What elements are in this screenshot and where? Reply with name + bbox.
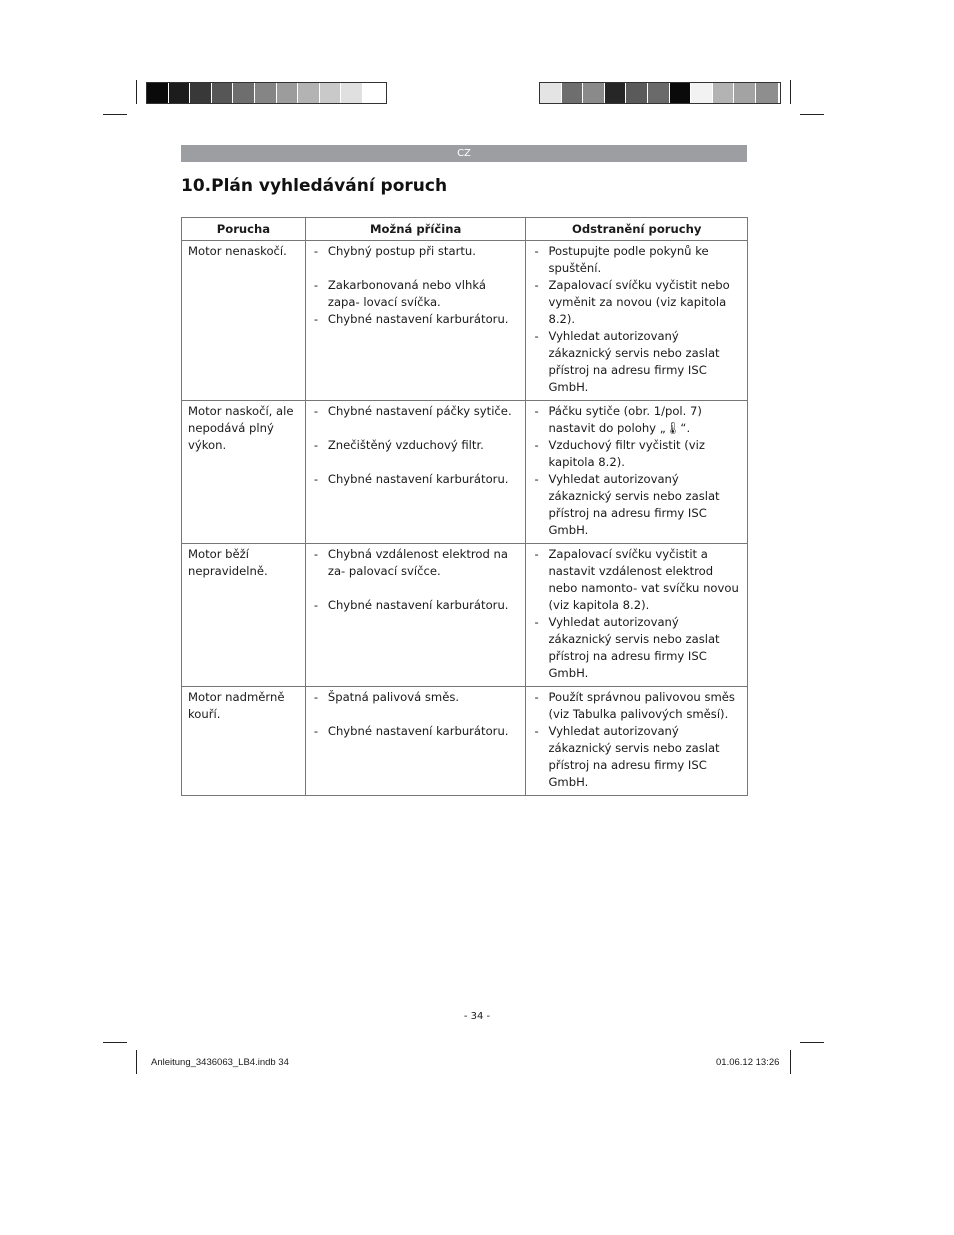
bullet-dash: -	[534, 329, 539, 343]
cause-item	[312, 277, 522, 311]
cause-cell	[305, 401, 526, 544]
crop-mark	[790, 1050, 791, 1074]
cause-text: Chybný postup při startu.	[327, 244, 476, 258]
crop-mark	[800, 1042, 824, 1043]
color-swatch	[734, 83, 756, 103]
spacer	[312, 260, 522, 277]
column-header-cause: Možná příčina	[305, 218, 526, 241]
color-swatch	[298, 83, 320, 103]
remedy-cell	[526, 401, 748, 544]
bullet-dash: -	[313, 312, 319, 326]
remedy-item	[532, 723, 743, 791]
color-swatch	[320, 83, 342, 103]
remedy-text: Použít správnou palivovou směs (viz Tabulka palivových směsí).	[548, 690, 735, 721]
cause-item	[312, 403, 522, 420]
bullet-dash: -	[534, 438, 539, 452]
remedy-item	[532, 277, 743, 328]
bullet-dash: -	[313, 724, 319, 738]
cause-item	[312, 243, 522, 260]
color-swatch	[277, 83, 299, 103]
bullet-dash: -	[534, 690, 539, 704]
spacer	[312, 454, 522, 471]
color-calibration-bar-right	[539, 82, 781, 104]
color-swatch	[648, 83, 670, 103]
bullet-dash: -	[313, 438, 319, 452]
bullet-dash: -	[313, 547, 319, 561]
cause-text: Chybné nastavení karburátoru.	[327, 312, 509, 326]
color-swatch	[756, 83, 778, 103]
color-swatch	[233, 83, 255, 103]
cause-cell	[305, 544, 526, 687]
color-swatch	[255, 83, 277, 103]
crop-mark	[136, 80, 137, 104]
color-swatch	[626, 83, 648, 103]
remedy-text: Vyhledat autorizovaný zákaznický servis nebo zaslat přístroj na adresu firmy ISC GmbH.	[548, 724, 720, 789]
color-swatch	[190, 83, 212, 103]
bullet-dash: -	[313, 690, 319, 704]
bullet-dash: -	[534, 278, 539, 292]
remedy-text: Vyhledat autorizovaný zákaznický servis nebo zaslat přístroj na adresu firmy ISC GmbH.	[548, 329, 720, 394]
page-number: - 34 -	[463, 1011, 491, 1022]
cause-item	[312, 689, 522, 706]
color-swatch	[147, 83, 169, 103]
cause-cell	[305, 687, 526, 796]
bullet-dash: -	[313, 244, 319, 258]
color-swatch	[341, 83, 363, 103]
color-swatch	[605, 83, 627, 103]
bullet-dash: -	[534, 615, 539, 629]
cause-item	[312, 471, 522, 488]
remedy-item	[532, 614, 743, 682]
color-swatch	[562, 83, 584, 103]
remedy-cell	[526, 687, 748, 796]
remedy-text: Zapalovací svíčku vyčistit a nastavit vzdálenost elektrod nebo namonto- vat svíčku novou (viz kapitola 8.2).	[548, 547, 739, 612]
crop-mark	[103, 114, 127, 115]
remedy-text: Vyhledat autorizovaný zákaznický servis nebo zaslat přístroj na adresu firmy ISC GmbH.	[548, 615, 720, 680]
color-swatch	[691, 83, 713, 103]
spacer	[312, 580, 522, 597]
cause-text: Chybné nastavení karburátoru.	[327, 472, 509, 486]
crop-mark	[136, 1050, 137, 1074]
color-swatch	[540, 83, 562, 103]
column-header-fault: Porucha	[182, 218, 306, 241]
cause-item	[312, 311, 522, 328]
cause-cell	[305, 241, 526, 401]
bullet-dash: -	[534, 404, 539, 418]
color-swatch	[713, 83, 735, 103]
bullet-dash: -	[534, 547, 539, 561]
cause-item	[312, 437, 522, 454]
color-swatch	[670, 83, 692, 103]
cause-text: Znečištěný vzduchový filtr.	[327, 438, 484, 452]
remedy-text: Páčku sytiče (obr. 1/pol. 7) nastavit do polohy „🌡“.	[548, 404, 702, 435]
bullet-dash: -	[313, 472, 319, 486]
remedy-item	[532, 471, 743, 539]
bullet-dash: -	[313, 278, 319, 292]
remedy-text: Postupujte podle pokynů ke spuštění.	[548, 244, 709, 275]
table-body	[182, 241, 748, 796]
table-header-row	[182, 218, 748, 241]
remedy-item	[532, 328, 743, 396]
cause-text: Chybná vzdálenost elektrod na za- palovací svíčce.	[327, 547, 508, 578]
section-title: 10.Plán vyhledávání poruch	[181, 176, 448, 196]
troubleshooting-table	[181, 217, 748, 796]
color-swatch	[583, 83, 605, 103]
bullet-dash: -	[534, 244, 539, 258]
remedy-item	[532, 546, 743, 614]
remedy-cell	[526, 241, 748, 401]
bullet-dash: -	[313, 404, 319, 418]
language-band: CZ	[181, 145, 747, 162]
cause-text: Chybné nastavení karburátoru.	[327, 724, 509, 738]
remedy-text: Vzduchový filtr vyčistit (viz kapitola 8.2).	[548, 438, 705, 469]
cause-item	[312, 546, 522, 580]
crop-mark	[790, 80, 791, 104]
fault-cell: Motor běží nepravidelně.	[182, 544, 306, 687]
cause-text: Zakarbonovaná nebo vlhká zapa- lovací svíčka.	[327, 278, 486, 309]
remedy-text: Zapalovací svíčku vyčistit nebo vyměnit za novou (viz kapitola 8.2).	[548, 278, 730, 326]
color-swatch	[212, 83, 234, 103]
cause-text: Špatná palivová směs.	[327, 690, 460, 704]
cause-item	[312, 597, 522, 614]
remedy-item	[532, 403, 743, 437]
bullet-dash: -	[534, 724, 539, 738]
spacer	[312, 420, 522, 437]
fault-cell: Motor nadměrně kouří.	[182, 687, 306, 796]
cause-item	[312, 723, 522, 740]
table-row	[182, 401, 748, 544]
color-swatch	[363, 83, 385, 103]
remedy-item	[532, 243, 743, 277]
bullet-dash: -	[534, 472, 539, 486]
spacer	[312, 706, 522, 723]
cause-text: Chybné nastavení karburátoru.	[327, 598, 509, 612]
column-header-remedy: Odstranění poruchy	[526, 218, 748, 241]
crop-mark	[800, 114, 824, 115]
table-row	[182, 241, 748, 401]
footer-timestamp: 01.06.12 13:26	[716, 1057, 780, 1068]
remedy-text: Vyhledat autorizovaný zákaznický servis nebo zaslat přístroj na adresu firmy ISC GmbH.	[548, 472, 720, 537]
remedy-cell	[526, 544, 748, 687]
color-calibration-bar-left	[146, 82, 387, 104]
remedy-item	[532, 437, 743, 471]
remedy-item	[532, 689, 743, 723]
table-row	[182, 687, 748, 796]
footer-file-info: Anleitung_3436063_LB4.indb 34	[151, 1057, 289, 1068]
cause-text: Chybné nastavení páčky sytiče.	[327, 404, 512, 418]
table-row	[182, 544, 748, 687]
fault-cell: Motor naskočí, ale nepodává plný výkon.	[182, 401, 306, 544]
crop-mark	[103, 1042, 127, 1043]
color-swatch	[169, 83, 191, 103]
bullet-dash: -	[313, 598, 319, 612]
fault-cell: Motor nenaskočí.	[182, 241, 306, 401]
